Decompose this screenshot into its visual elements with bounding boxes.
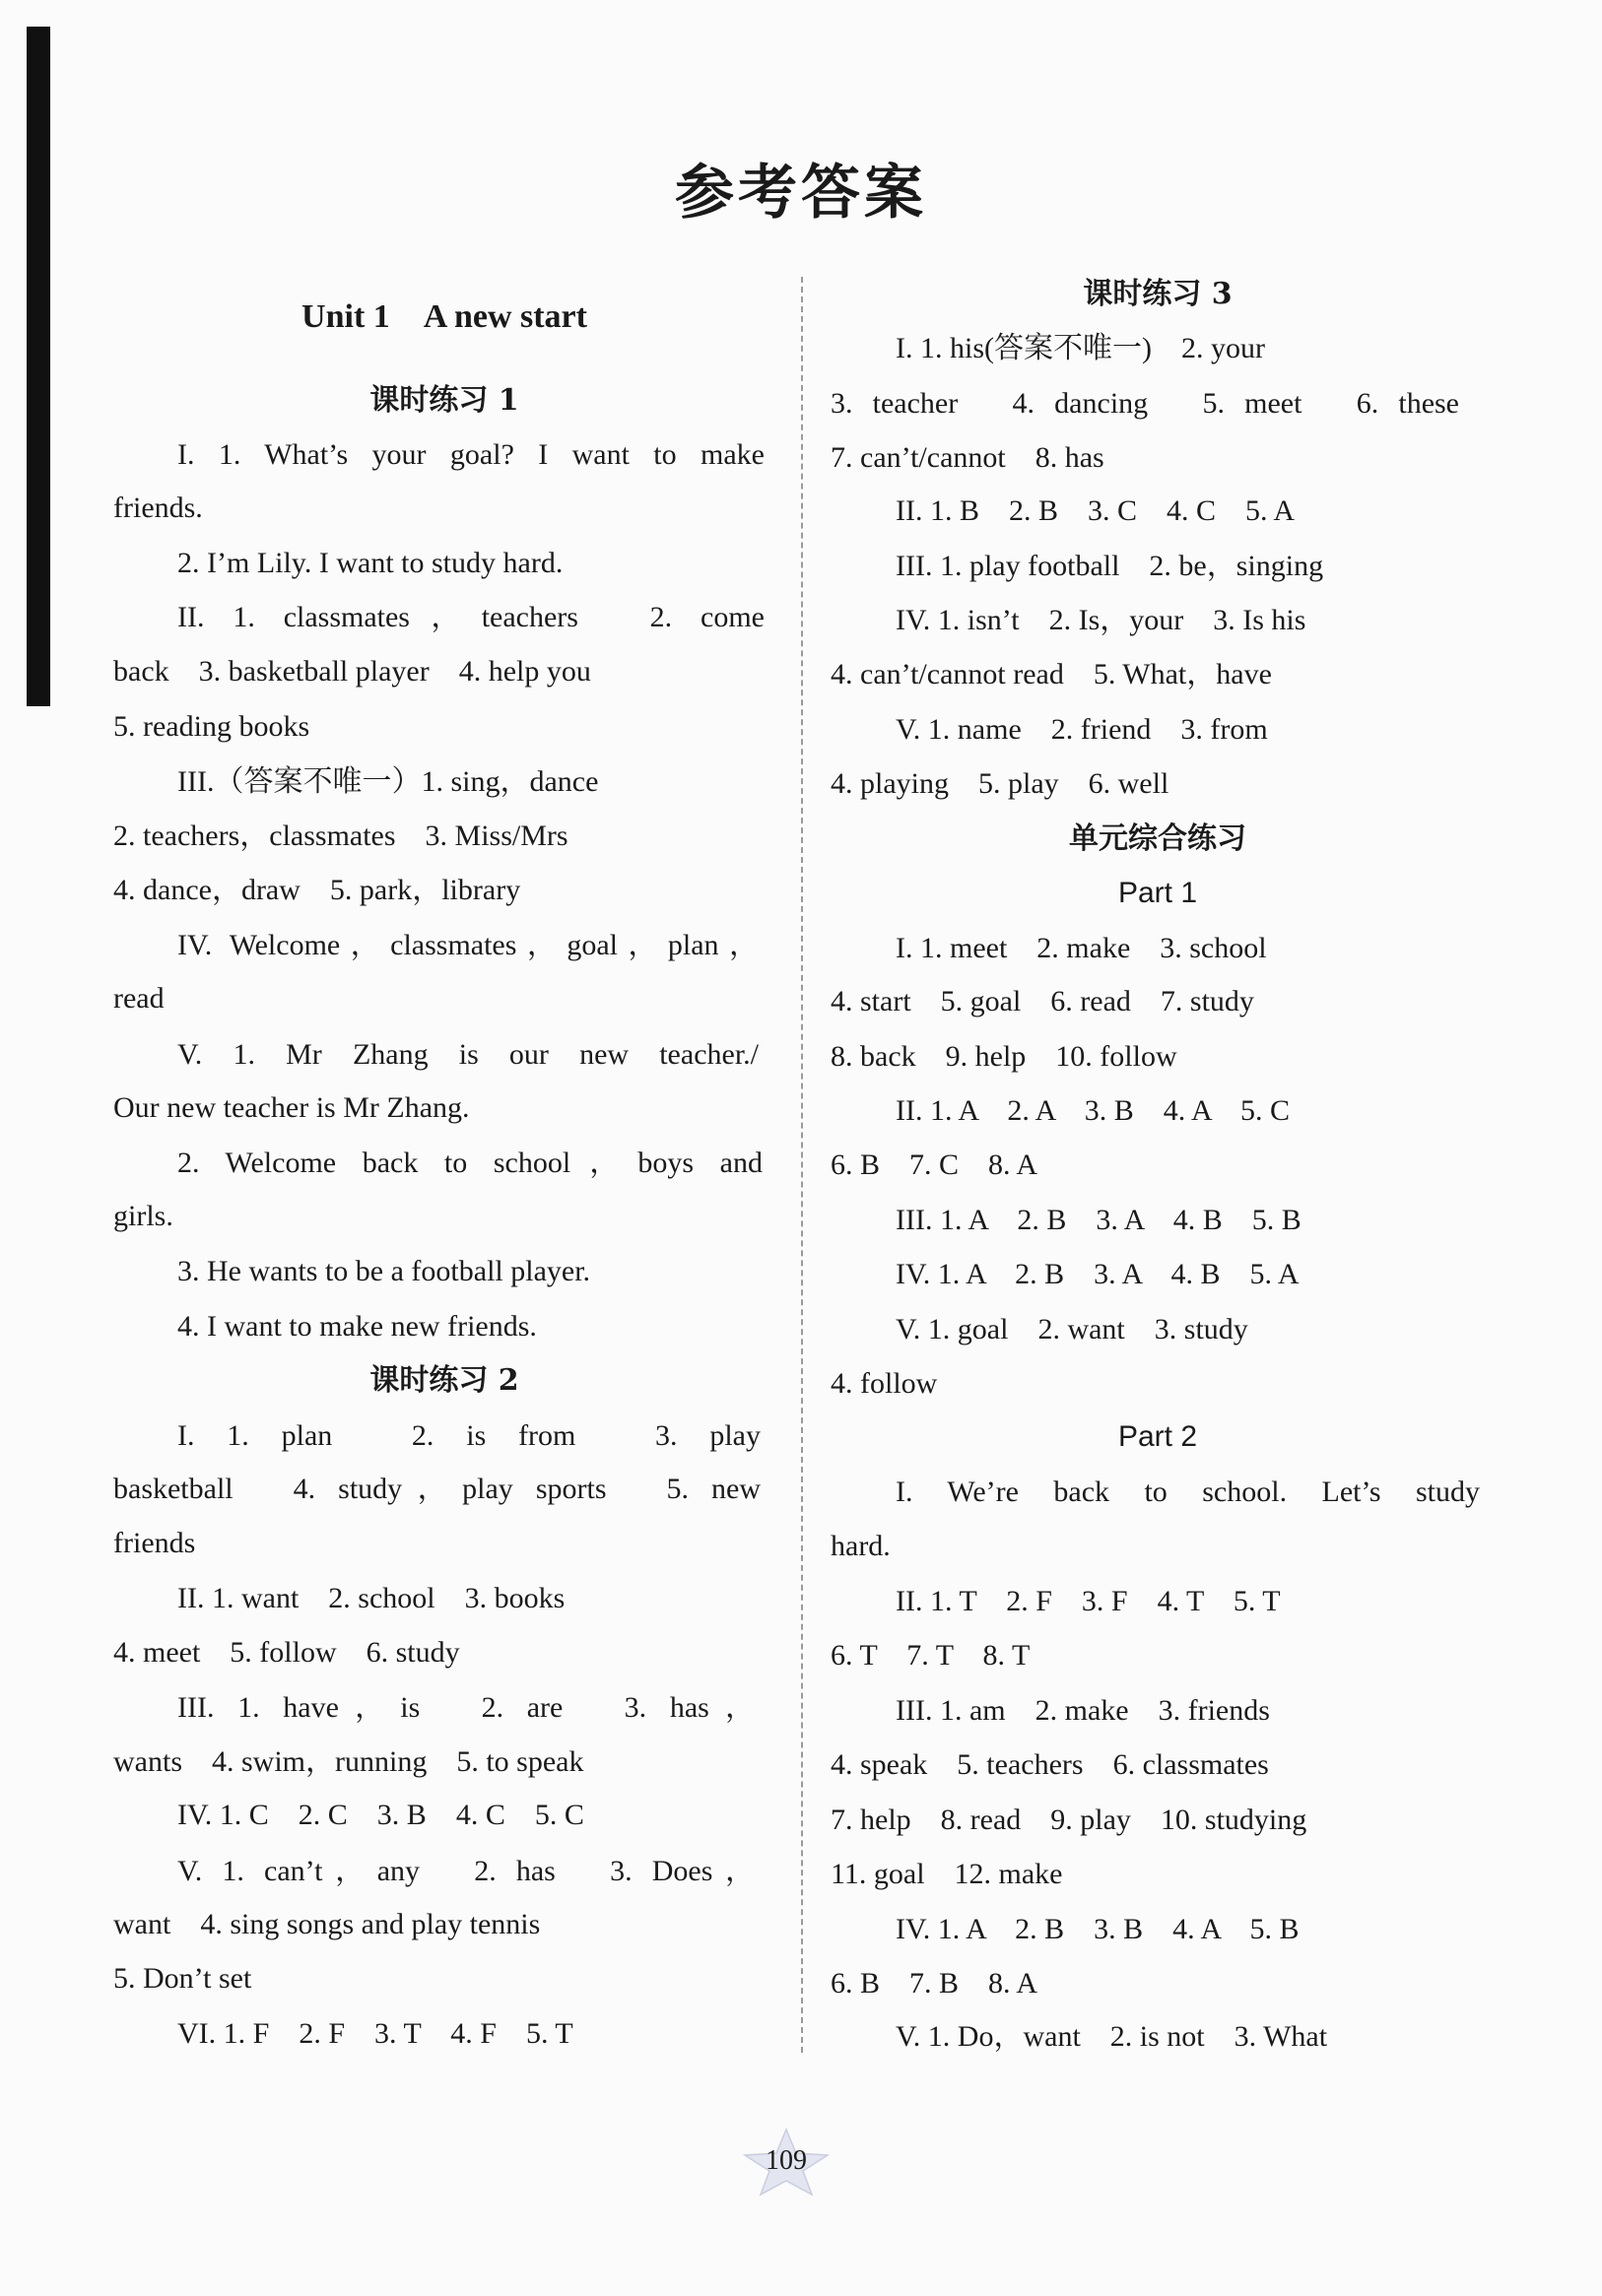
answer-line: 4. speak 5. teachers 6. classmates bbox=[831, 1748, 1269, 1781]
answer-line: want 4. sing songs and play tennis bbox=[113, 1908, 541, 1940]
answer-line: 4. playing 5. play 6. well bbox=[831, 767, 1169, 800]
answer-line: II. 1. B 2. B 3. C 4. C 5. A bbox=[896, 494, 1296, 527]
answer-line: VI. 1. F 2. F 3. T 4. F 5. T bbox=[177, 2017, 573, 2050]
answer-line: I. We’re back to school. Let’s study bbox=[896, 1476, 1480, 1508]
answer-line: 2. teachers，classmates 3. Miss/Mrs bbox=[113, 820, 568, 852]
answer-line: II. 1. classmates，teachers 2. come bbox=[177, 601, 765, 633]
answer-line: II. 1. T 2. F 3. F 4. T 5. T bbox=[896, 1585, 1281, 1617]
answer-line: V. 1. can’t，any 2. has 3. Does， bbox=[177, 1855, 755, 1887]
answer-line: I. 1. meet 2. make 3. school bbox=[896, 932, 1267, 964]
page-title: 参考答案 bbox=[675, 159, 927, 228]
answer-line: wants 4. swim，running 5. to speak bbox=[113, 1745, 584, 1778]
answer-line: III.（答案不唯一）1. sing，dance bbox=[177, 765, 599, 798]
answer-line: IV. 1. A 2. B 3. B 4. A 5. B bbox=[896, 1913, 1300, 1945]
answer-line: 4. follow bbox=[831, 1367, 938, 1400]
answer-line: IV. 1. A 2. B 3. A 4. B 5. A bbox=[896, 1258, 1300, 1290]
answer-line: 11. goal 12. make bbox=[831, 1858, 1063, 1890]
answer-line: 2. Welcome back to school，boys and bbox=[177, 1147, 763, 1179]
answer-line: Our new teacher is Mr Zhang. bbox=[113, 1091, 470, 1124]
answer-line: 4. meet 5. follow 6. study bbox=[113, 1636, 460, 1669]
answer-line: V. 1. Do，want 2. is not 3. What bbox=[896, 2020, 1328, 2053]
answer-line: II. 1. want 2. school 3. books bbox=[177, 1582, 566, 1614]
answer-line: 4. I want to make new friends. bbox=[177, 1310, 537, 1343]
answer-line: 7. can’t/cannot 8. has bbox=[831, 441, 1104, 474]
answer-line: 8. back 9. help 10. follow bbox=[831, 1040, 1177, 1073]
scan-edge-bar bbox=[27, 27, 50, 706]
answer-line: girls. bbox=[113, 1200, 173, 1232]
answer-line: I. 1. What’s your goal? I want to make bbox=[177, 438, 765, 471]
section-heading: 单元综合练习 bbox=[1069, 821, 1246, 856]
part-heading: Part 1 bbox=[1117, 877, 1198, 909]
answer-line: 5. Don’t set bbox=[113, 1962, 252, 1995]
answer-line: read bbox=[113, 982, 165, 1015]
answer-line: 2. I’m Lily. I want to study hard. bbox=[177, 547, 564, 579]
answer-line: III. 1. play football 2. be，singing bbox=[896, 550, 1324, 582]
answer-line: 4. can’t/cannot read 5. What，have bbox=[831, 658, 1272, 690]
answer-line: 6. B 7. B 8. A bbox=[831, 1967, 1038, 2000]
answer-line: 4. dance，draw 5. park，library bbox=[113, 874, 521, 906]
section-heading: 课时练习 3 bbox=[1083, 277, 1233, 311]
answer-line: friends bbox=[113, 1527, 196, 1559]
answer-line: V. 1. Mr Zhang is our new teacher./ bbox=[177, 1038, 759, 1071]
answer-line: 3. teacher 4. dancing 5. meet 6. these bbox=[831, 387, 1459, 420]
unit-heading: Unit 1 A new start bbox=[301, 298, 587, 335]
answer-line: III. 1. A 2. B 3. A 4. B 5. B bbox=[896, 1204, 1302, 1236]
answer-line: hard. bbox=[831, 1530, 891, 1562]
section-heading: 课时练习 1 bbox=[369, 383, 519, 418]
answer-line: I. 1. plan 2. is from 3. play bbox=[177, 1419, 761, 1452]
page-number-label: 109 bbox=[766, 2145, 807, 2176]
answer-line: IV. 1. C 2. C 3. B 4. C 5. C bbox=[177, 1799, 584, 1831]
section-heading: 课时练习 2 bbox=[369, 1363, 519, 1398]
answer-line: 6. T 7. T 8. T bbox=[831, 1639, 1031, 1672]
answer-line: 4. start 5. goal 6. read 7. study bbox=[831, 985, 1254, 1017]
answer-line: back 3. basketball player 4. help you bbox=[113, 655, 591, 688]
answer-line: II. 1. A 2. A 3. B 4. A 5. C bbox=[896, 1094, 1291, 1127]
answer-line: I. 1. his(答案不唯一) 2. your bbox=[896, 332, 1265, 364]
answer-line: friends. bbox=[113, 492, 203, 524]
answer-line: IV. 1. isn’t 2. Is，your 3. Is his bbox=[896, 604, 1306, 636]
answer-line: IV. Welcome，classmates，goal，plan， bbox=[177, 929, 759, 961]
page-number bbox=[737, 2128, 835, 2197]
part-heading: Part 2 bbox=[1117, 1420, 1198, 1453]
column-divider bbox=[801, 277, 803, 2053]
answer-line: V. 1. goal 2. want 3. study bbox=[896, 1313, 1248, 1345]
answer-line: basketball 4. study，play sports 5. new bbox=[113, 1473, 761, 1505]
answer-line: 7. help 8. read 9. play 10. studying bbox=[831, 1804, 1307, 1836]
answer-line: 3. He wants to be a football player. bbox=[177, 1255, 591, 1287]
answer-line: III. 1. have，is 2. are 3. has， bbox=[177, 1691, 755, 1724]
answer-line: V. 1. name 2. friend 3. from bbox=[896, 713, 1268, 746]
answer-line: 5. reading books bbox=[113, 710, 310, 743]
answer-line: III. 1. am 2. make 3. friends bbox=[896, 1694, 1270, 1727]
answer-line: 6. B 7. C 8. A bbox=[831, 1148, 1038, 1181]
